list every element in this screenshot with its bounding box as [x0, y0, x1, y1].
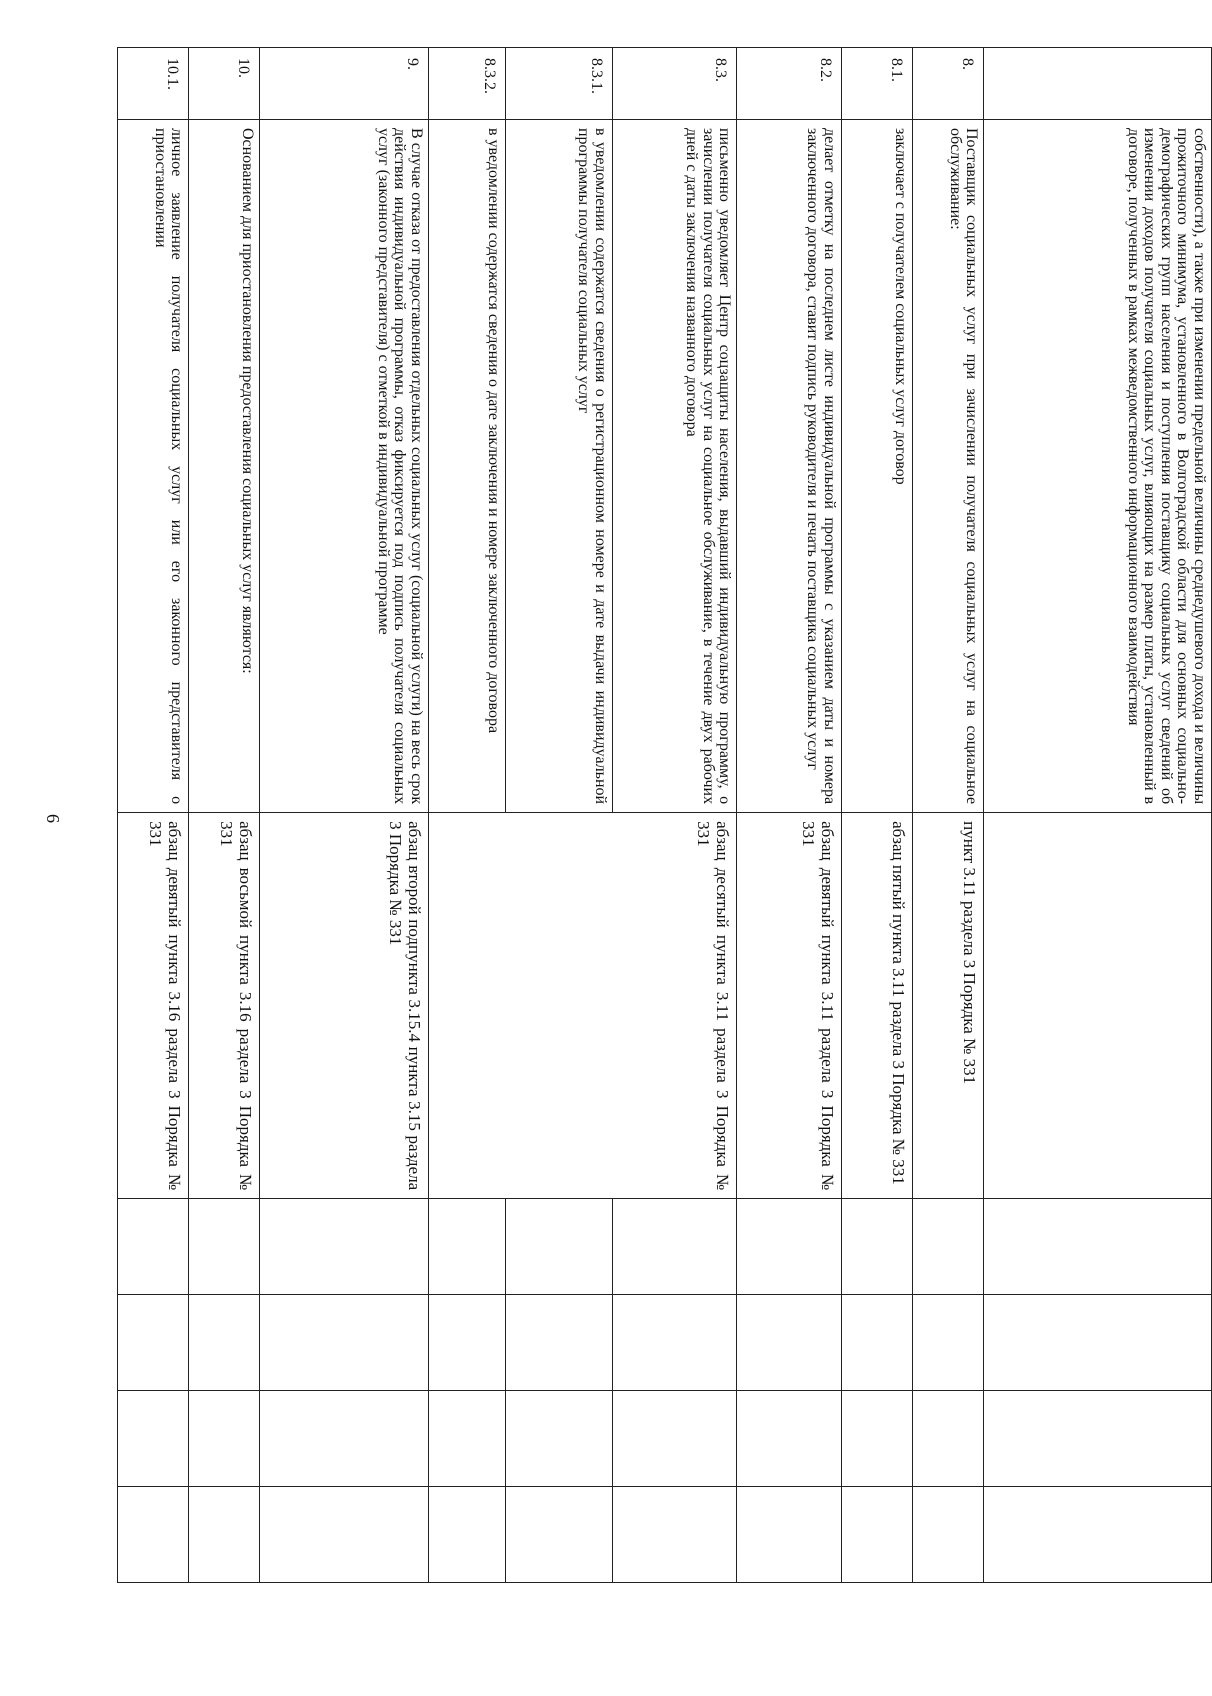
empty-cell	[737, 1295, 841, 1391]
empty-cell	[841, 1391, 912, 1487]
empty-cell	[428, 1295, 505, 1391]
empty-cell	[841, 1487, 912, 1583]
empty-cell	[506, 1199, 613, 1295]
empty-cell	[913, 1487, 984, 1583]
empty-cell	[841, 1199, 912, 1295]
empty-cell	[260, 1295, 428, 1391]
row-number: 8.3.1.	[506, 48, 613, 120]
empty-cell	[189, 1391, 260, 1487]
row-number: 9.	[260, 48, 428, 120]
page-number: 6	[43, 814, 63, 823]
empty-cell	[260, 1391, 428, 1487]
row-number	[984, 48, 1212, 120]
empty-cell	[506, 1487, 613, 1583]
row-text: Основанием для приостановления предоставления социальных услуг являются:	[189, 119, 260, 812]
empty-cell	[612, 1391, 737, 1487]
empty-cell	[612, 1295, 737, 1391]
row-reference	[984, 813, 1212, 1199]
table-row	[118, 48, 189, 1583]
row-number: 8.3.	[612, 48, 737, 120]
row-reference: абзац девятый пункта 3.16 раздела 3 Порядка № 331	[118, 813, 189, 1199]
row-reference: абзац второй подпункта 3.15.4 пункта 3.15 раздела 3 Порядка № 331	[260, 813, 428, 1199]
row-text: заключает с получателем социальных услуг договор	[841, 119, 912, 812]
empty-cell	[913, 1199, 984, 1295]
row-text: Поставщик социальных услуг при зачислении получателя социальных услуг на социальное обслуживание:	[913, 119, 984, 812]
empty-cell	[189, 1487, 260, 1583]
table-row	[737, 48, 841, 1583]
table-row	[612, 48, 737, 1583]
table-row	[841, 48, 912, 1583]
empty-cell	[506, 1391, 613, 1487]
table-row	[260, 48, 428, 1583]
empty-cell	[428, 1199, 505, 1295]
empty-cell	[118, 1391, 189, 1487]
row-number: 8.	[913, 48, 984, 120]
empty-cell	[737, 1487, 841, 1583]
row-number: 8.3.2.	[428, 48, 505, 120]
row-reference: абзац восьмой пункта 3.16 раздела 3 Порядка № 331	[189, 813, 260, 1199]
table-row	[189, 48, 260, 1583]
row-reference: абзац девятый пункта 3.11 раздела 3 Порядка № 331	[737, 813, 841, 1199]
empty-cell	[428, 1487, 505, 1583]
row-text: в уведомлении содержатся сведения о дате заключения и номере заключенного договора	[428, 119, 505, 812]
empty-cell	[189, 1295, 260, 1391]
row-text: в уведомлении содержатся сведения о регистрационном номере и дате выдачи индивидуальной программы получателя социальных услуг	[506, 119, 613, 812]
empty-cell	[913, 1391, 984, 1487]
row-number: 8.1.	[841, 48, 912, 120]
empty-cell	[260, 1199, 428, 1295]
row-number: 10.1.	[118, 48, 189, 120]
empty-cell	[913, 1295, 984, 1391]
rotated-table-container	[117, 47, 1212, 1583]
empty-cell	[612, 1487, 737, 1583]
row-reference: абзац пятый пункта 3.11 раздела 3 Порядка № 331	[841, 813, 912, 1199]
empty-cell	[984, 1199, 1212, 1295]
row-reference: абзац десятый пункта 3.11 раздела 3 Порядка № 331	[428, 813, 736, 1199]
table-row	[913, 48, 984, 1583]
row-number: 10.	[189, 48, 260, 120]
row-text: письменно уведомляет Центр соцзащиты населения, выдавший индивидуальную программу, о зачислении получателя социальных услуг на социальное обслуживание, в течение двух рабочих дней с даты заключения названного договора	[612, 119, 737, 812]
empty-cell	[984, 1487, 1212, 1583]
empty-cell	[984, 1295, 1212, 1391]
row-text: личное заявление получателя социальных услуг или его законного представителя о приостановлении	[118, 119, 189, 812]
empty-cell	[984, 1391, 1212, 1487]
row-text: собственности), а также при изменении предельной величины среднедушевого дохода и величины прожиточного минимума, установленного в Волгоградской области для основных социально-демографических групп населения и поступления поставщику социальных услуг сведений об изменении доходов получателя социальных услуг, влияющих на размер платы, установленный в договоре, полученных в рамках межведомственного информационного взаимодействия	[984, 119, 1212, 812]
empty-cell	[118, 1487, 189, 1583]
empty-cell	[118, 1295, 189, 1391]
requirements-table	[117, 47, 1212, 1583]
row-reference: пункт 3.11 раздела 3 Порядка № 331	[913, 813, 984, 1199]
empty-cell	[841, 1295, 912, 1391]
empty-cell	[428, 1391, 505, 1487]
empty-cell	[260, 1487, 428, 1583]
empty-cell	[118, 1199, 189, 1295]
empty-cell	[737, 1391, 841, 1487]
empty-cell	[189, 1199, 260, 1295]
row-text: В случае отказа от предоставления отдельных социальных услуг (социальной услуги) на весь срок действия индивидуальной программы, отказ фиксируется под подпись получателя социальных услуг (законного представителя) с отметкой в индивидуальной программе	[260, 119, 428, 812]
row-text: делает отметку на последнем листе индивидуальной программы с указанием даты и номера заключенного договора, ставит подпись руководителя и печать поставщика социальных услуг	[737, 119, 841, 812]
table-row	[984, 48, 1212, 1583]
empty-cell	[506, 1295, 613, 1391]
row-number: 8.2.	[737, 48, 841, 120]
empty-cell	[612, 1199, 737, 1295]
empty-cell	[737, 1199, 841, 1295]
